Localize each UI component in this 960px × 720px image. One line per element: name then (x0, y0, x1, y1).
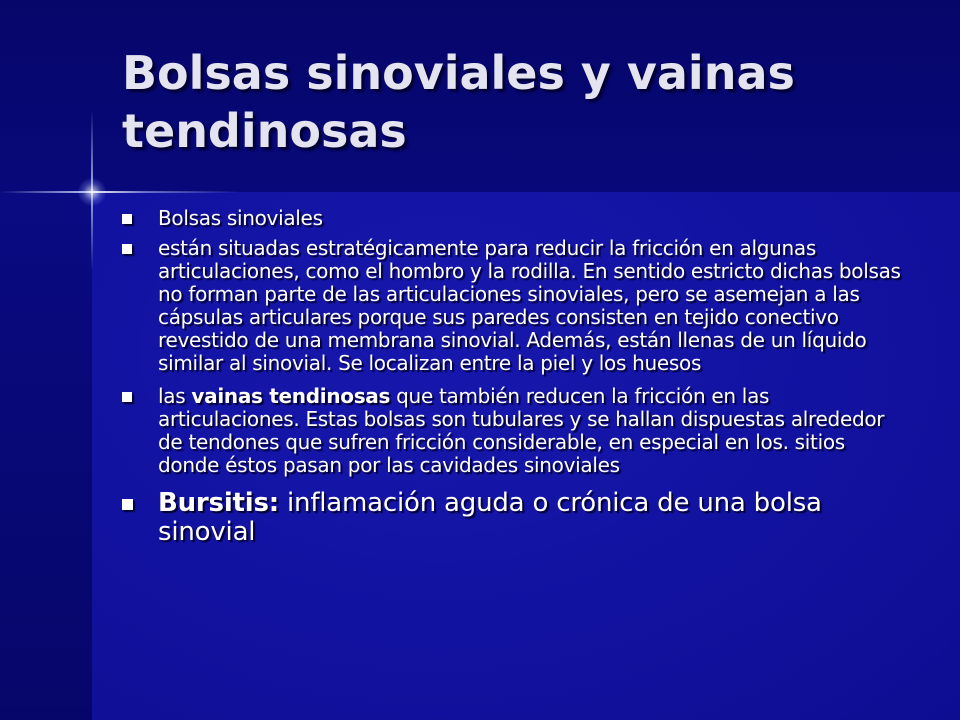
square-bullet-icon (122, 392, 132, 402)
square-bullet-icon (122, 499, 133, 510)
bullet-text-suffix: que también reducen la fricción en las articulaciones. Estas bolsas son tubulares y se hallan dispuestas alrededor de tendones que sufren fricción considerable, en especial en los. sitios donde éstos pasan por las cavidades sinoviales (158, 384, 885, 477)
bullet-text: Bolsas sinoviales (158, 206, 323, 230)
light-flare-horizontal (0, 191, 240, 193)
bullet-item-large (120, 489, 910, 547)
square-bullet-icon (122, 244, 132, 254)
bullet-item (120, 207, 910, 230)
light-flare-glow (78, 178, 106, 206)
bullet-text-bold: vainas tendinosas (191, 384, 391, 408)
bullet-item (120, 385, 910, 477)
left-band-background (0, 192, 92, 720)
square-bullet-icon (122, 214, 132, 224)
bullet-list (120, 207, 910, 547)
bullet-text-bold: Bursitis: (158, 488, 279, 518)
bullet-item (120, 237, 910, 375)
bullet-text-suffix: inflamación aguda o crónica de una bolsa sinovial (158, 488, 822, 547)
bullet-text: están situadas estratégicamente para reducir la fricción en algunas articulaciones, como el hombro y la rodilla. En sentido estricto dichas bolsas no forman parte de las articulaciones sinoviales, pero se asemejan a las cápsulas articulares porque sus paredes consisten en tejido conectivo revestido de una membrana sinovial. Además, están llenas de un líquido similar al sinovial. Se localizan entre la piel y los huesos (158, 236, 901, 375)
bullet-text-prefix: las (158, 384, 192, 408)
slide-title: Bolsas sinoviales y vainas tendinosas (122, 46, 795, 158)
